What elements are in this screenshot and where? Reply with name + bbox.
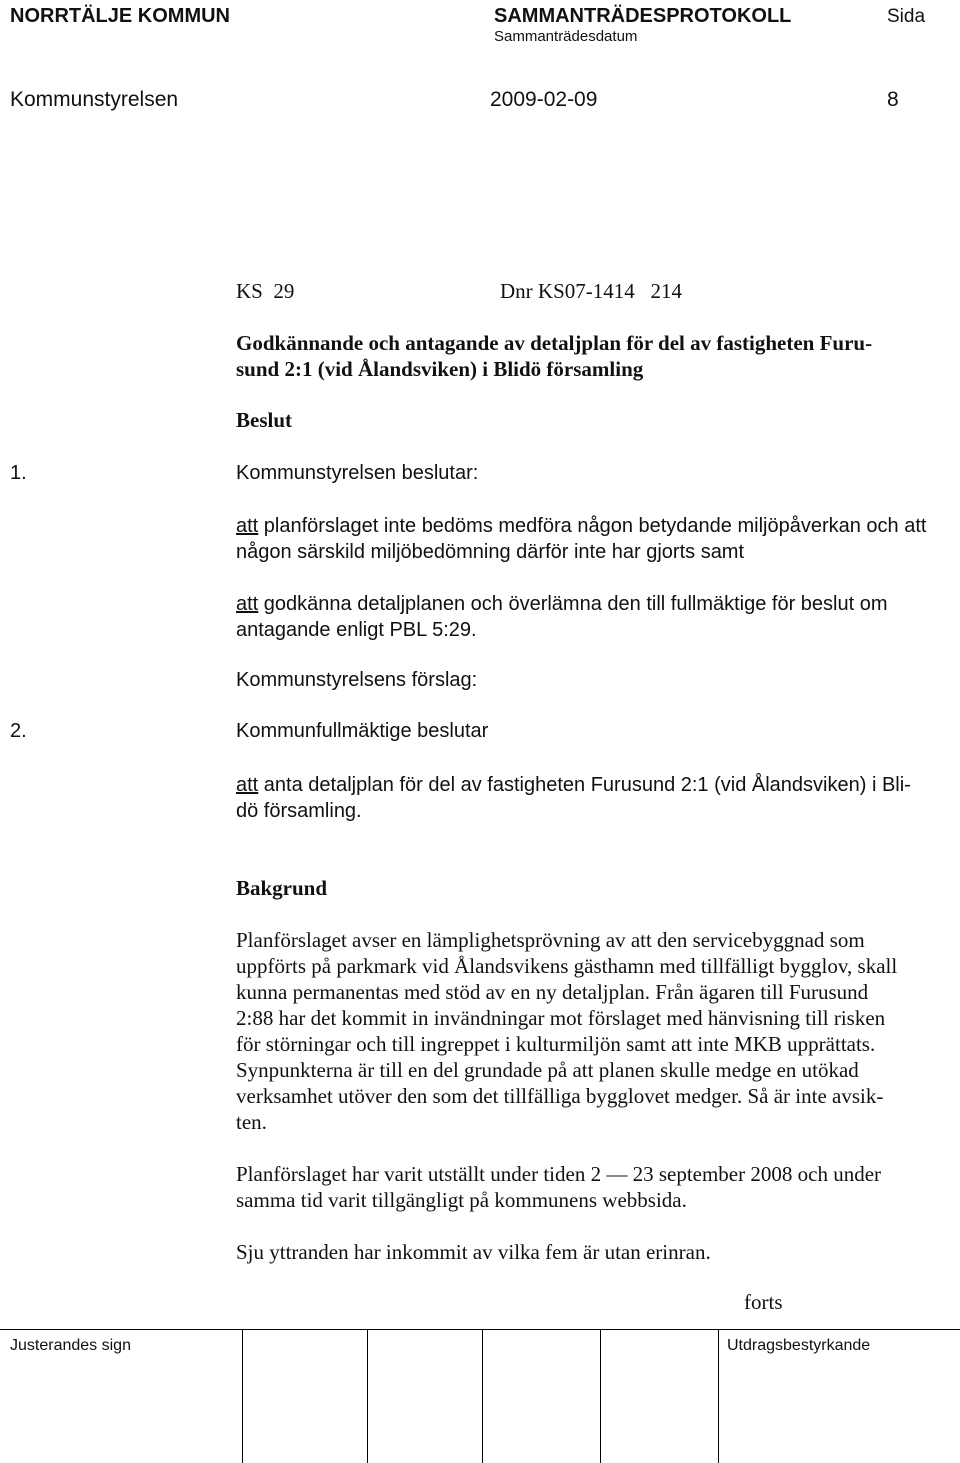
meeting-date-label: Sammanträdesdatum bbox=[494, 28, 638, 45]
clause-line bbox=[236, 772, 936, 798]
decision-1-clause-a bbox=[236, 513, 936, 565]
document-type: SAMMANTRÄDESPROTOKOLL bbox=[494, 5, 792, 27]
footer-divider bbox=[718, 1329, 719, 1463]
att-keyword: att bbox=[236, 593, 259, 615]
background-heading: Bakgrund bbox=[236, 876, 328, 900]
footer-divider bbox=[367, 1329, 368, 1463]
decision-1-clause-b bbox=[236, 591, 936, 643]
committee-name: Kommunstyrelsen bbox=[10, 88, 179, 111]
paragraph-line: kunna permanentas med stöd av en ny detaljplan. Från ägaren till Furusund bbox=[236, 980, 869, 1004]
paragraph-line: Synpunkterna är till en del grundade på att planen skulle medge en utökad bbox=[236, 1058, 859, 1082]
item-title-line: sund 2:1 (vid Ålandsviken) i Blidö församling bbox=[236, 357, 644, 381]
background-paragraph-3 bbox=[236, 1239, 936, 1265]
item-reference: KS 29 bbox=[236, 279, 295, 303]
meeting-date: 2009-02-09 bbox=[490, 88, 598, 111]
decision-1-heading: Kommunstyrelsen beslutar: bbox=[236, 462, 479, 484]
att-keyword: att bbox=[236, 774, 259, 796]
paragraph-line: uppförts på parkmark vid Ålandsvikens gästhamn med tillfälligt bygglov, skall bbox=[236, 954, 898, 978]
clause-line bbox=[236, 513, 936, 539]
paragraph-line: Sju yttranden har inkommit av vilka fem är utan erinran. bbox=[236, 1240, 711, 1264]
clause-text: anta detaljplan för del av fastigheten Furusund 2:1 (vid Ålandsviken) i Bli- bbox=[258, 774, 911, 796]
signature-label: Justerandes sign bbox=[10, 1337, 131, 1354]
paragraph-line: Planförslaget har varit utställt under tiden 2 — 23 september 2008 och under bbox=[236, 1162, 882, 1186]
diary-number: Dnr KS07-1414 214 bbox=[500, 279, 682, 303]
clause-line: antagande enligt PBL 5:29. bbox=[236, 619, 477, 641]
att-keyword: att bbox=[236, 515, 259, 537]
footer-divider bbox=[600, 1329, 601, 1463]
footer-divider bbox=[482, 1329, 483, 1463]
municipality-name: NORRTÄLJE KOMMUN bbox=[10, 5, 230, 27]
decision-number-2: 2. bbox=[10, 720, 27, 742]
item-title bbox=[236, 330, 936, 382]
clause-line: någon särskild miljöbedömning därför inte har gjorts samt bbox=[236, 541, 745, 563]
footer-rule bbox=[0, 1329, 960, 1330]
background-paragraph-1 bbox=[236, 927, 936, 1135]
footer-divider bbox=[242, 1329, 243, 1463]
decision-2-clause bbox=[236, 772, 936, 824]
decision-2-heading: Kommunfullmäktige beslutar bbox=[236, 720, 489, 742]
background-paragraph-2 bbox=[236, 1161, 936, 1213]
decision-heading: Beslut bbox=[236, 408, 293, 432]
decision-number-1: 1. bbox=[10, 462, 27, 484]
item-title-line: Godkännande och antagande av detaljplan för del av fastigheten Furu- bbox=[236, 331, 873, 355]
continued-marker: forts bbox=[744, 1290, 783, 1314]
page-label: Sida bbox=[887, 6, 926, 27]
paragraph-line: samma tid varit tillgängligt på kommunens webbsida. bbox=[236, 1188, 687, 1212]
excerpt-certification-label: Utdragsbestyrkande bbox=[727, 1337, 871, 1354]
clause-text: planförslaget inte bedöms medföra någon betydande miljöpåverkan och att bbox=[258, 515, 927, 537]
paragraph-line: Planförslaget avser en lämplighetsprövning av att den servicebyggnad som bbox=[236, 928, 865, 952]
paragraph-line: verksamhet utöver den som det tillfälliga bygglovet medger. Så är inte avsik- bbox=[236, 1084, 884, 1108]
clause-line bbox=[236, 591, 936, 617]
paragraph-line: för störningar och till ingreppet i kulturmiljön samt att inte MKB upprättats. bbox=[236, 1032, 876, 1056]
clause-line: dö församling. bbox=[236, 800, 362, 822]
paragraph-line: ten. bbox=[236, 1110, 267, 1134]
paragraph-line: 2:88 har det kommit in invändningar mot förslaget med hänvisning till risken bbox=[236, 1006, 886, 1030]
proposal-heading: Kommunstyrelsens förslag: bbox=[236, 669, 478, 691]
clause-text: godkänna detaljplanen och överlämna den till fullmäktige för beslut om bbox=[258, 593, 888, 615]
page-number: 8 bbox=[887, 88, 899, 111]
